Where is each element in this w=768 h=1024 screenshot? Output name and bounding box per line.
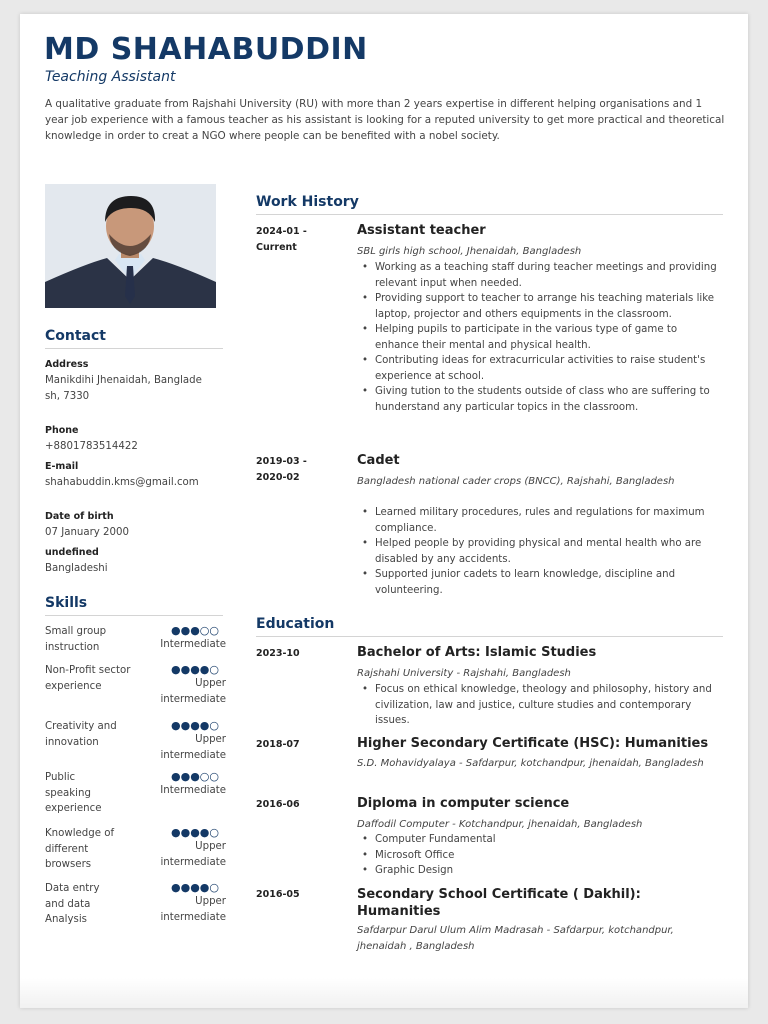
skill-level: Intermediate (160, 639, 226, 650)
address-label: Address (45, 359, 89, 370)
skill-level: Intermediate (160, 785, 226, 796)
email-label: E-mail (45, 461, 79, 472)
skill-name: Data entry and data Analysis (45, 883, 100, 925)
skill-rating-dots: ●●●●○ (171, 881, 219, 894)
edu-date: 2016-06 (256, 799, 300, 810)
dob-label: Date of birth (45, 511, 114, 522)
profile-photo (45, 184, 216, 308)
skill-level: Upper intermediate (160, 896, 226, 923)
work-history-heading: Work History (256, 194, 359, 210)
portrait-image (45, 184, 216, 308)
skill-name: Creativity and innovation (45, 721, 117, 748)
skill-level: Upper intermediate (160, 734, 226, 761)
list-item: • Working as a teaching staff during teacher meetings and providing relevant input when needed. (357, 260, 724, 291)
job-title: Assistant teacher (357, 223, 486, 238)
skill-rating-dots: ●●●○○ (171, 624, 219, 637)
job-date: 2019-03 - 2020-02 (256, 456, 307, 483)
list-item: • Contributing ideas for extracurricular activities to raise student's experience at school. (357, 353, 724, 384)
candidate-name: MD SHAHABUDDIN (44, 32, 368, 67)
resume-page (20, 14, 748, 1008)
edu-title: Higher Secondary Certificate (HSC): Humanities (357, 736, 709, 751)
page-bottom-shade (20, 978, 748, 1008)
edu-details-list (357, 832, 724, 879)
list-item: • Computer Fundamental (357, 832, 724, 848)
skill-level: Upper intermediate (160, 841, 226, 868)
skills-divider (45, 615, 223, 616)
edu-details-list (357, 682, 724, 729)
skill-rating-dots: ●●●●○ (171, 719, 219, 732)
contact-heading: Contact (45, 328, 106, 344)
edu-institution: Rajshahi University - Rajshahi, Bangladesh (357, 668, 571, 679)
skill-name: Non-Profit sector experience (45, 665, 131, 692)
job-organization: SBL girls high school, Jhenaidah, Bangladesh (357, 246, 582, 257)
contact-divider (45, 348, 223, 349)
edu-date: 2018-07 (256, 739, 300, 750)
skill-name: Public speaking experience (45, 772, 102, 814)
skills-heading: Skills (45, 595, 88, 611)
email-value[interactable]: shahabuddin.kms@gmail.com (45, 477, 199, 488)
work-history-divider (256, 214, 723, 215)
list-item: • Microsoft Office (357, 848, 724, 864)
skill-rating-dots: ●●●●○ (171, 826, 219, 839)
list-item: • Helped people by providing physical and mental health who are disabled by any accidents. (357, 536, 724, 567)
edu-title: Bachelor of Arts: Islamic Studies (357, 645, 597, 660)
dob-value: 07 January 2000 (45, 527, 129, 538)
edu-institution: S.D. Mohavidyalaya - Safdarpur, kotchandpur, jhenaidah, Bangladesh (357, 758, 704, 769)
edu-title: Secondary School Certificate ( Dakhil): Humanities (357, 887, 641, 919)
edu-date: 2016-05 (256, 889, 300, 900)
nationality-label: undefined (45, 547, 99, 558)
list-item: • Learned military procedures, rules and regulations for maximum compliance. (357, 505, 724, 536)
phone-value[interactable]: +8801783514422 (45, 441, 138, 452)
education-heading: Education (256, 616, 335, 632)
list-item: • Graphic Design (357, 863, 724, 879)
job-title: Cadet (357, 453, 400, 468)
skill-rating-dots: ●●●○○ (171, 770, 219, 783)
edu-institution: Safdarpur Darul Ulum Alim Madrasah - Safdarpur, kotchandpur, jhenaidah , Bangladesh (357, 925, 674, 952)
phone-label: Phone (45, 425, 79, 436)
list-item: • Supported junior cadets to learn knowledge, discipline and volunteering. (357, 567, 724, 598)
edu-date: 2023-10 (256, 648, 300, 659)
list-item: • Focus on ethical knowledge, theology and philosophy, history and civilization, law and justice, culture studies and contemporary issues. (357, 682, 724, 729)
edu-institution: Daffodil Computer - Kotchandpur, jhenaidah, Bangladesh (357, 819, 643, 830)
job-organization: Bangladesh national cader crops (BNCC), Rajshahi, Bangladesh (357, 476, 675, 487)
education-divider (256, 636, 723, 637)
job-duties-list (357, 505, 724, 598)
profile-summary: A qualitative graduate from Rajshahi University (RU) with more than 2 years expertise in different helping organisations and 1 year job experience with a famous teacher as his assistant is looking for a reputed university to get more practical and theoretical knowledge in order to creat a NGO where people can be benefited with a nobel society. (45, 98, 725, 142)
skill-rating-dots: ●●●●○ (171, 663, 219, 676)
job-duties-list (357, 260, 724, 415)
job-date: 2024-01 - Current (256, 226, 307, 253)
address-value: Manikdihi Jhenaidah, Bangladesh, 7330 (45, 375, 202, 402)
list-item: • Providing support to teacher to arrange his teaching materials like laptop, projector and others equipments in the classroom. (357, 291, 724, 322)
nationality-value: Bangladeshi (45, 563, 108, 574)
list-item: • Helping pupils to participate in the various type of game to enhance their mental and physical health. (357, 322, 724, 353)
skill-level: Upper intermediate (160, 678, 226, 705)
edu-title: Diploma in computer science (357, 796, 570, 811)
candidate-role: Teaching Assistant (45, 69, 176, 85)
skill-name: Knowledge of different browsers (45, 828, 115, 870)
list-item: • Giving tution to the students outside of class who are suffering to hunderstand any particular topics in the classroom. (357, 384, 724, 415)
skill-name: Small group instruction (45, 626, 107, 653)
